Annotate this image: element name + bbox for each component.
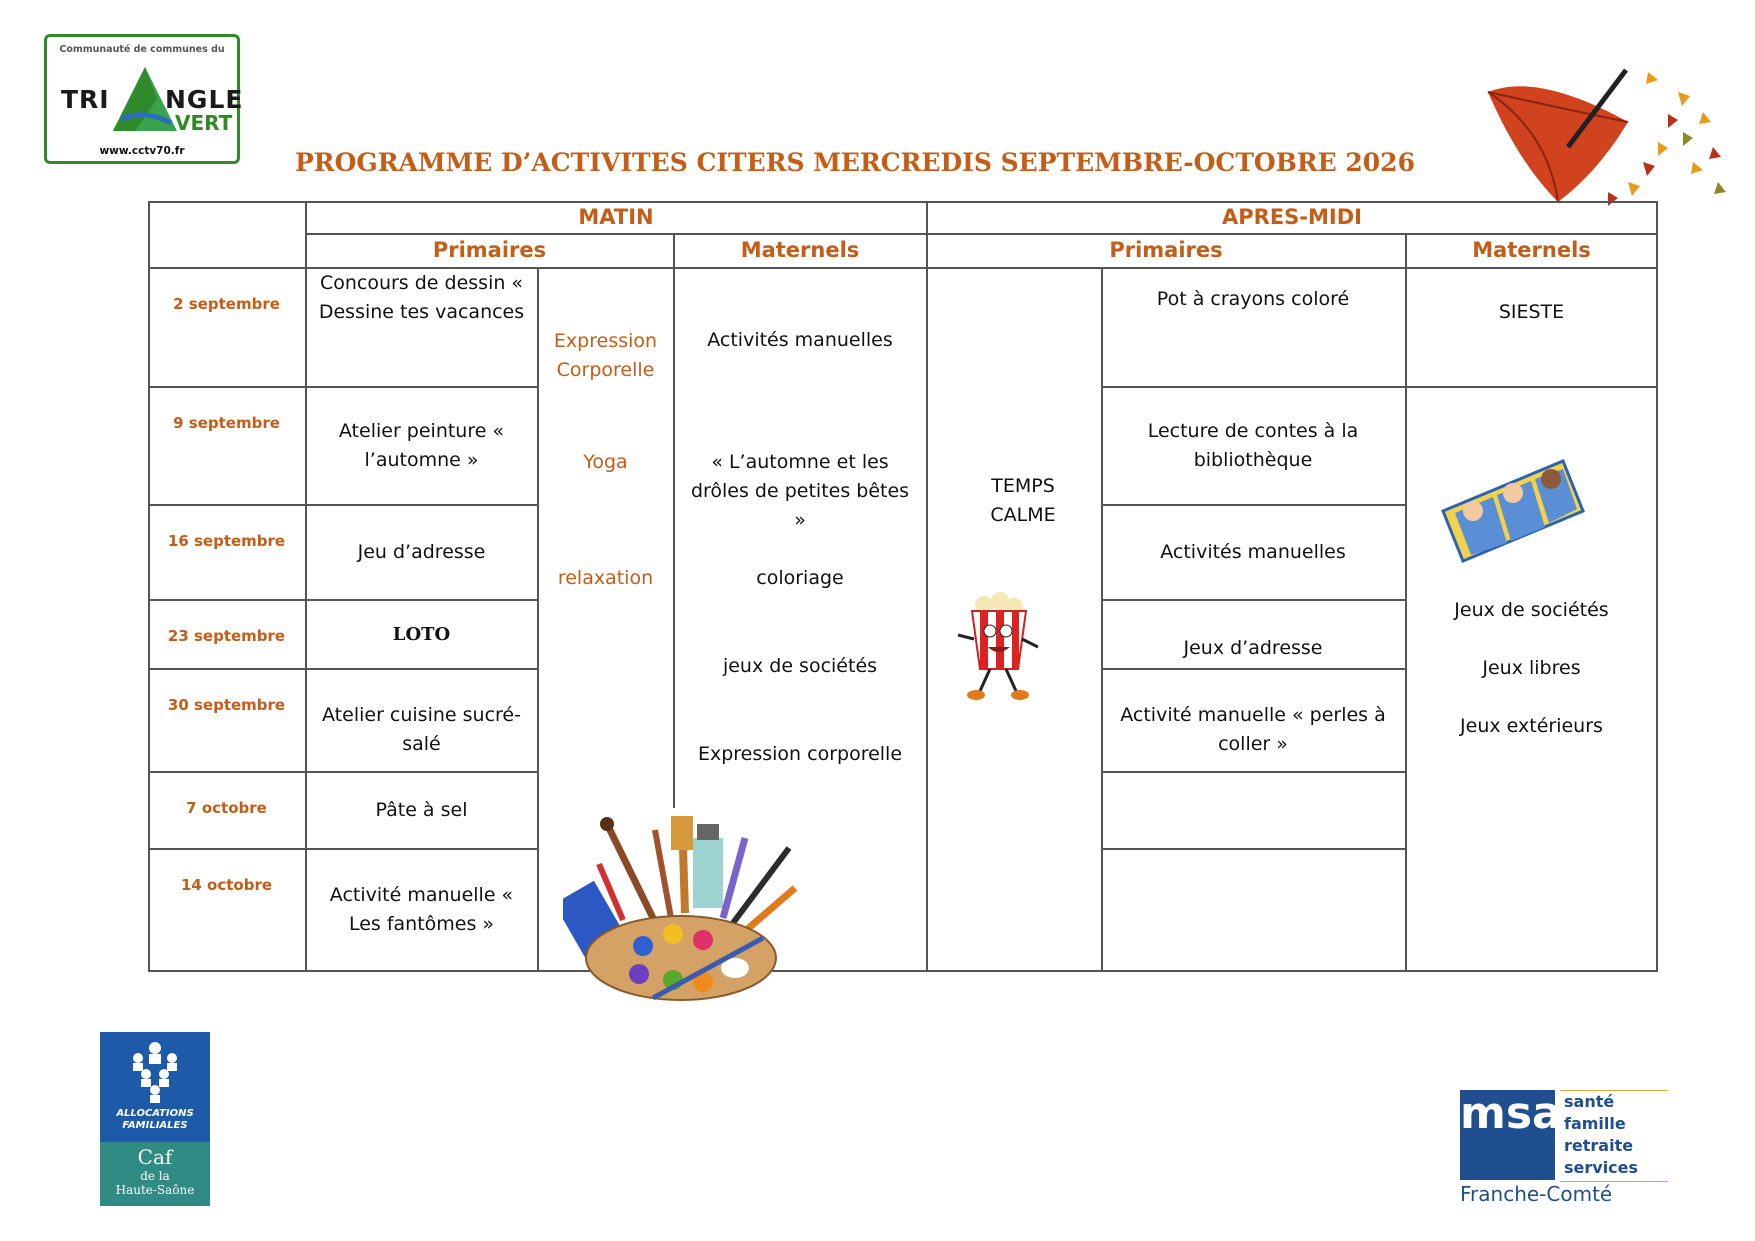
date-cell: 14 octobre [180, 876, 273, 894]
apm-activity-cell: Lecture de contes à la bibliothèque [1147, 420, 1359, 471]
caf-blue-block [100, 1032, 210, 1142]
activity-cell: Concours de dessin « Dessine tes vacances [318, 272, 525, 323]
activity-cell: Atelier cuisine sucré-salé [322, 704, 521, 755]
apm-activity-cell: Pot à crayons coloré [1156, 287, 1350, 310]
jeux-libres-label: Jeux libres [1482, 656, 1581, 679]
activity-cell: Atelier peinture « l’automne » [338, 420, 505, 471]
msa-line: retraite [1564, 1136, 1634, 1155]
activity-cell: Pâte à sel [375, 798, 468, 821]
logo-name-part2: NGLE [165, 85, 244, 114]
maternels-coloriage: coloriage [756, 566, 844, 589]
header-matin: MATIN [578, 205, 654, 229]
msa-tagline [1560, 1090, 1668, 1182]
header-primaires-apm: Primaires [1109, 238, 1223, 262]
date-cell: 16 septembre [167, 532, 286, 550]
caf-green-block [100, 1142, 210, 1206]
autumn-umbrella-illustration [1478, 52, 1728, 212]
caf-logo [100, 1032, 210, 1206]
apm-activity-cell-empty [1103, 849, 1403, 970]
paint-palette-illustration [563, 808, 813, 1008]
jeux-exterieurs-label: Jeux extérieurs [1460, 714, 1603, 737]
caf-allocations-text: ALLOCATIONS FAMILIALES [116, 1108, 194, 1131]
yoga-label: Yoga [583, 450, 628, 473]
msa-region: Franche-Comté [1460, 1182, 1613, 1206]
activity-cell: Jeu d’adresse [357, 540, 486, 563]
sleeping-children-illustration [1433, 451, 1593, 571]
msa-letters-block [1460, 1088, 1562, 1180]
activity-cell-loto: LOTO [392, 623, 451, 645]
maternels-jeux-societes: jeux de sociétés [722, 654, 878, 677]
date-cell: 9 septembre [173, 414, 280, 432]
header-maternels-apm: Maternels [1472, 238, 1591, 262]
header-apres-midi: APRES-MIDI [1222, 205, 1362, 229]
caf-name: Caf [137, 1145, 173, 1169]
caf-region: Haute-Saône [115, 1183, 195, 1197]
maternels-expression-corporelle: Expression corporelle [697, 742, 903, 765]
page-title: PROGRAMME D’ACTIVITES CITERS MERCREDIS SEPTEMBRE-OCTOBRE 2026 [295, 148, 1415, 177]
msa-line: services [1564, 1158, 1639, 1177]
temps-calme-label: TEMPS CALME [990, 475, 1056, 526]
msa-line: santé [1564, 1092, 1615, 1111]
msa-line: famille [1564, 1114, 1626, 1133]
date-cell: 2 septembre [173, 295, 280, 313]
caf-dela: de la [140, 1169, 170, 1183]
date-cell: 30 septembre [167, 696, 286, 714]
sieste-label: SIESTE [1498, 300, 1565, 323]
popcorn-mascot-illustration [950, 591, 1046, 703]
expression-corporelle-label: Expression Corporelle [553, 330, 658, 381]
apm-activity-cell: Jeux d’adresse [1183, 637, 1323, 659]
activity-table [148, 201, 1658, 971]
activity-cell: Activité manuelle « Les fantômes » [329, 884, 514, 935]
logo-url: www.cctv70.fr [99, 145, 185, 157]
apm-activity-cell: Activités manuelles [1160, 540, 1346, 563]
logo-top-text: Communauté de communes du [59, 44, 225, 55]
msa-logo [1460, 1090, 1670, 1208]
header-primaires-matin: Primaires [432, 238, 547, 262]
caf-family-icon [120, 1040, 190, 1104]
triangle-vert-logo [44, 34, 244, 164]
maternels-automne: « L’automne et les drôles de petites bêtes » [690, 450, 910, 531]
logo-name-part3: VERT [175, 111, 233, 135]
date-cell: 23 septembre [167, 627, 286, 645]
jeux-societes-label: Jeux de sociétés [1454, 598, 1609, 621]
date-cell: 7 octobre [186, 799, 267, 817]
relaxation-label: relaxation [557, 566, 654, 589]
apm-activity-cell: Activité manuelle « perles à coller » [1120, 704, 1386, 755]
apm-activity-cell-empty [1103, 772, 1403, 848]
msa-letters: msa [1460, 1088, 1562, 1139]
logo-name-part1: TRI [61, 85, 110, 114]
maternels-activites-manuelles: Activités manuelles [707, 328, 893, 351]
header-maternels-matin: Maternels [740, 238, 860, 262]
